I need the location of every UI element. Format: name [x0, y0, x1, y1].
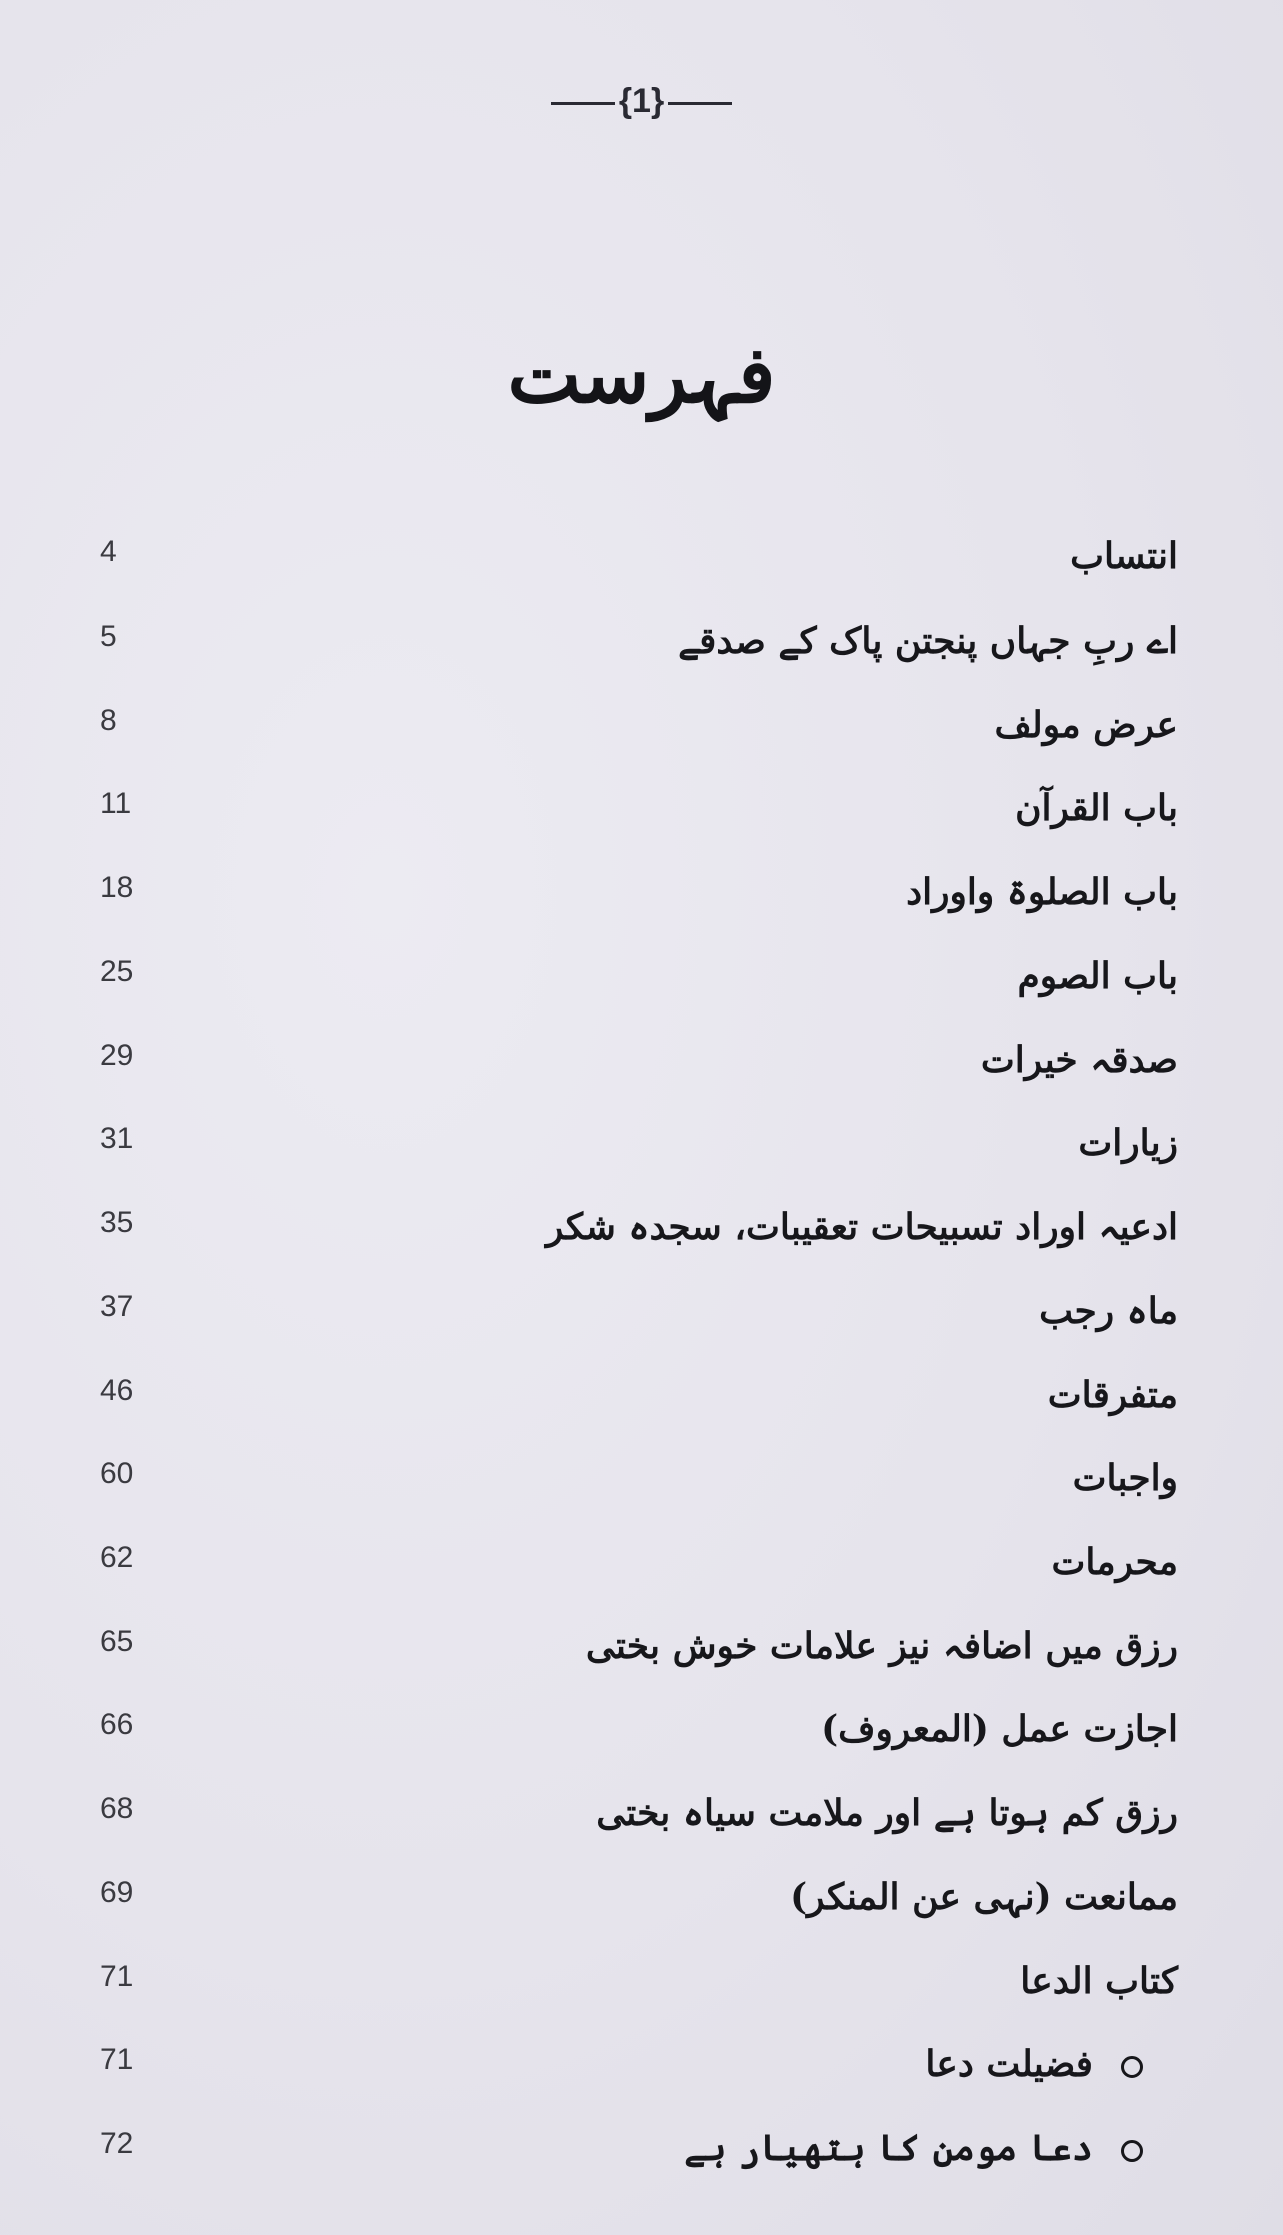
- toc-page-number: 62: [100, 1541, 134, 1574]
- toc-page-number: 71: [100, 2043, 134, 2076]
- left-rule: [551, 102, 615, 105]
- toc-label: باب الصوم: [1017, 955, 1178, 997]
- toc-sub-item: [925, 2043, 1143, 2085]
- toc-page-number: 68: [100, 1792, 134, 1825]
- toc-page-number: 69: [100, 1876, 134, 1909]
- toc-page-number: 5: [100, 620, 117, 653]
- toc-row: [0, 787, 1283, 871]
- page-number-text: {1}: [618, 82, 665, 120]
- toc-label: ماہ رجب: [1039, 1290, 1178, 1332]
- toc-label: زیارات: [1078, 1122, 1178, 1164]
- toc-row: [0, 620, 1283, 704]
- toc-row: [0, 1960, 1283, 2044]
- toc-row: [0, 1625, 1283, 1709]
- toc-row: [0, 1122, 1283, 1206]
- toc-row: [0, 871, 1283, 955]
- toc-page-number: 60: [100, 1457, 134, 1490]
- toc-row: [0, 955, 1283, 1039]
- toc-page-number: 72: [100, 2127, 134, 2160]
- toc-page-number: 18: [100, 871, 134, 904]
- toc-label: کتاب الدعا: [1020, 1960, 1178, 2002]
- toc-row: [0, 2127, 1283, 2211]
- toc-page-number: 31: [100, 1122, 134, 1155]
- toc-page-number: 8: [100, 704, 117, 737]
- toc-page-number: 25: [100, 955, 134, 988]
- toc-label: انتساب: [1070, 535, 1178, 577]
- toc-label: باب الصلوۃ واوراد: [906, 871, 1178, 913]
- toc-label: واجبات: [1072, 1457, 1178, 1499]
- right-rule: [668, 102, 732, 105]
- toc-row: [0, 1792, 1283, 1876]
- circle-bullet-icon: [1121, 2140, 1143, 2162]
- toc-page-number: 65: [100, 1625, 134, 1658]
- toc-page-number: 71: [100, 1960, 134, 1993]
- toc-page-number: 37: [100, 1290, 134, 1323]
- toc-page-number: 66: [100, 1708, 134, 1741]
- toc-page-number: 4: [100, 535, 117, 568]
- toc-row: [0, 1374, 1283, 1458]
- toc-row: [0, 1457, 1283, 1541]
- toc-label: عرض مولف: [994, 704, 1178, 746]
- toc-row: [0, 1206, 1283, 1290]
- toc-sub-item: [684, 2127, 1143, 2169]
- toc-row: [0, 1039, 1283, 1123]
- toc-label: ممانعت (نہی عن المنکر): [790, 1876, 1178, 1918]
- toc-label: رزق کم ہوتا ہے اور ملامت سیاہ بختی: [596, 1792, 1178, 1834]
- toc-page-number: 35: [100, 1206, 134, 1239]
- toc-label: ادعیہ اوراد تسبیحات تعقیبات، سجدہ شکر: [545, 1206, 1178, 1248]
- toc-page-number: 11: [100, 787, 132, 820]
- toc-label: صدقہ خیرات: [980, 1039, 1178, 1081]
- page-title: فہرست: [507, 330, 776, 421]
- toc-row: [0, 2043, 1283, 2127]
- toc-row: [0, 1541, 1283, 1625]
- toc-label: متفرقات: [1047, 1374, 1178, 1416]
- toc-page-number: 29: [100, 1039, 134, 1072]
- toc-label: محرمات: [1051, 1541, 1178, 1583]
- toc-label: دعا مومن کا ہتھیار ہے: [684, 2127, 1093, 2169]
- toc-row: [0, 1876, 1283, 1960]
- toc-label: اجازت عمل (المعروف): [821, 1708, 1178, 1750]
- page-number: [0, 82, 1283, 121]
- circle-bullet-icon: [1121, 2056, 1143, 2078]
- toc-row: [0, 1290, 1283, 1374]
- toc-label: فضیلت دعا: [925, 2043, 1093, 2085]
- toc-row: [0, 535, 1283, 619]
- toc-page-number: 46: [100, 1374, 134, 1407]
- toc-row: [0, 704, 1283, 788]
- toc-label: باب القرآن: [1015, 787, 1178, 829]
- toc-label: رزق میں اضافہ نیز علامات خوش بختی: [585, 1625, 1178, 1667]
- toc-row: [0, 1708, 1283, 1792]
- toc-label: اے ربِ جہاں پنجتن پاک کے صدقے: [678, 620, 1178, 662]
